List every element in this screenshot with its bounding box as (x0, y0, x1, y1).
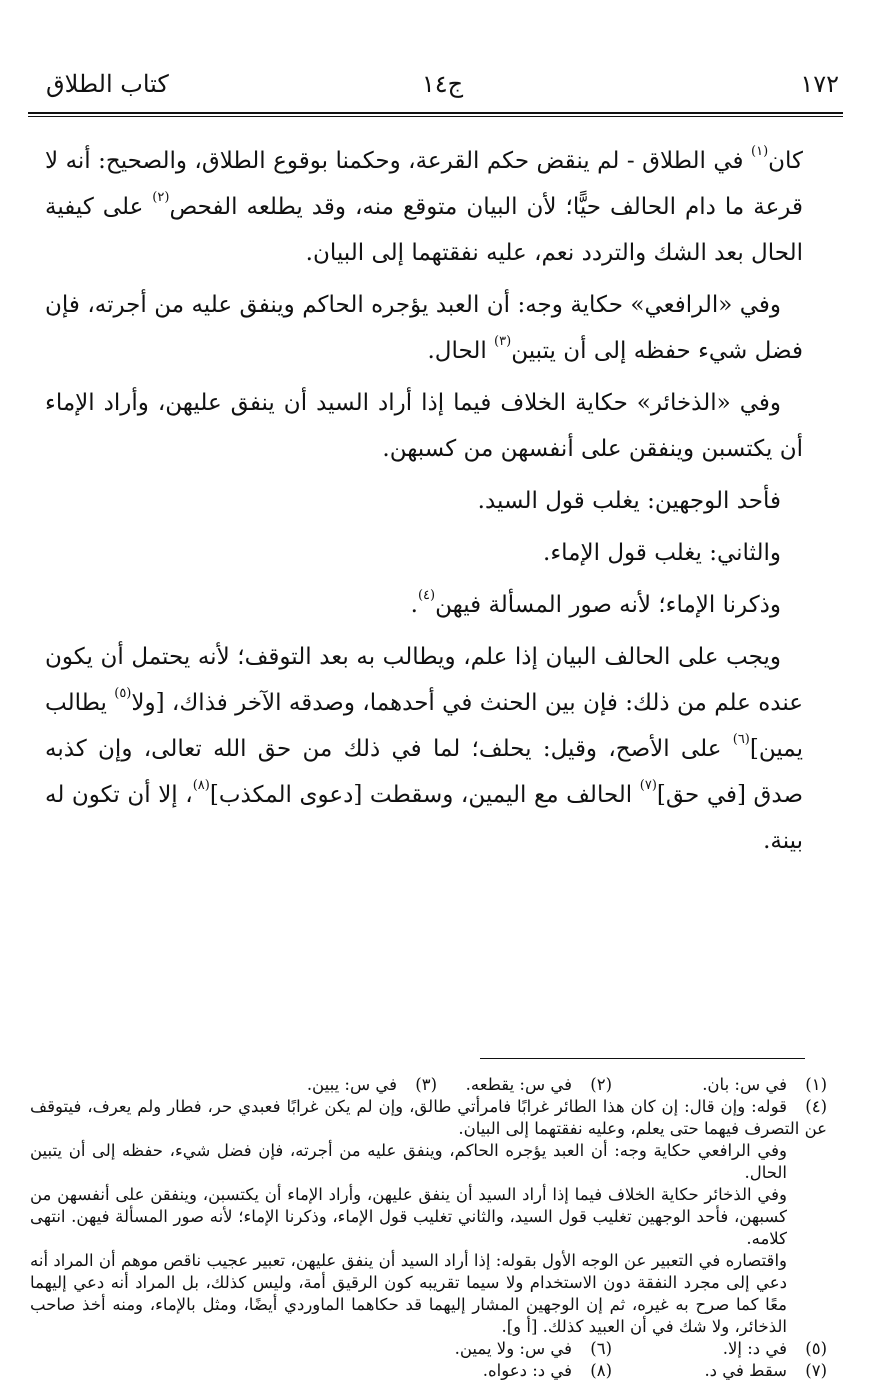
paragraph: وفي «الرافعي» حكاية وجه: أن العبد يؤجره الحاكم وينفق عليه من أجرته، فإن فضل شيء حفظه إلى أن يتبين$^{(٣)}$ الحال. (45, 292, 803, 364)
footnote-item: (١)في س: بان. (702, 1075, 827, 1094)
paragraph: كان$^{(١)}$ في الطلاق - لم ينقض حكم القرعة، وحكمنا بوقوع الطلاق، والصحيح: أنه لا قرعة ما دام الحالف حيًّا؛ لأن البيان متوقع منه، وقد يطلعه الفحص$^{(٢)}$ على كيفية الحال بعد الشك والتردد نعم، عليه نفقتهما إلى البيان. (45, 144, 803, 266)
main-text (45, 138, 803, 870)
footnote-row (30, 1074, 827, 1096)
running-header (40, 62, 845, 102)
book-title: كتاب الطلاق (46, 70, 169, 98)
footnote-separator (480, 1058, 805, 1059)
footnote-item: (٧)سقط في د. (704, 1361, 827, 1380)
paragraph: وفي «الذخائر» حكاية الخلاف فيما إذا أراد السيد أن ينفق عليهن، وأراد الإماء أن يكتسبن وينفقن على أنفسهن من كسبهن. (45, 390, 803, 462)
paragraph: ويجب على الحالف البيان إذا علم، ويطالب به بعد التوقف؛ لأنه يحتمل أن يكون عنده علم من ذلك: فإن بين الحنث في أحدهما، وصدقه الآخر فذاك، [ولا$^{(٥)}$ يطالب يمين]$^{(٦)}$ على الأصح، وقيل: يحلف؛ لما في ذلك من حق الله تعالى، وإن كذبه صدق [في حق]$^{(٧)}$ الحالف مع اليمين، وسقطت [دعوى المكذب]$^{(٨)}$، إلا أن تكون له بينة. (45, 644, 803, 854)
footnote-item: (٤)قوله: وإن قال: إن كان هذا الطائر غرابًا فامرأتي طالق، وإن لم يكن غرابًا فعبدي حر، فطار ولم يعرف، فيتوقف عن التصرف فيهما حتى يعلم، وعليه نفقتهما إلى البيان. وفي الرافعي حكاية وجه: أن العبد يؤجره الحاكم، وينفق عليه من أجرته، فإن فضل شيء، حفظه إلى أن يتبين الحال. وفي الذخائر حكاية الخلاف فيما إذا أراد السيد أن ينفق عليهن، وأراد الإماء أن يكتسبن، وينفقن على أنفسهن من كسبهن، فأحد الوجهين تغليب قول السيد، والثاني تغليب قول الإماء، وذكرنا الإماء؛ لأنه صور المسألة فيهن. انتهى كلامه. واقتصاره في التعبير عن الوجه الأول بقوله: إذا أراد السيد أن ينفق عليهن، تعبير عجيب ناقص موهم أن المراد أنه دعي إلى مجرد النفقة دون الاستخدام ولا سيما تقريبه كون الرقيق أمة، وليس كذلك، بل المراد أنه دعي إليهما معًا كما صرح به غيره، ثم إن الوجهين المشار إليهما قد حكاهما الماوردي أيضًا، ومثل بالإماء، ومنه أخذ صاحب الذخائر، ولا شك في أن العبيد كذلك. [أ و]. (30, 1097, 827, 1336)
footnote-item: (٣)في س: يبين. (306, 1075, 437, 1094)
footnote-ref[interactable]: (٤) (417, 588, 436, 604)
paragraph: والثاني: يغلب قول الإماء. (543, 540, 781, 566)
footnote-ref[interactable]: (٣) (494, 334, 512, 350)
footnote-row (30, 1338, 827, 1360)
footnotes (30, 1074, 827, 1382)
header-rule-thick (28, 112, 843, 114)
footnote-item: (٢)في س: يقطعه. (465, 1075, 612, 1094)
paragraph: فأحد الوجهين: يغلب قول السيد. (477, 488, 781, 514)
footnote-ref[interactable]: (٦) (732, 732, 750, 748)
footnote-item: (٨)في د: دعواه. (482, 1361, 612, 1380)
footnote-row (30, 1360, 827, 1382)
footnote-item: (٦)في س: ولا يمين. (454, 1339, 612, 1358)
footnote-item: (٥)في د: إلا. (722, 1339, 827, 1358)
header-rule-thin (28, 116, 843, 117)
footnote-ref[interactable]: (٥) (114, 686, 132, 702)
footnote-ref[interactable]: (٢) (152, 190, 170, 206)
volume-number: ج١٤ (421, 70, 464, 98)
footnote-ref[interactable]: (٨) (192, 778, 210, 794)
paragraph: وذكرنا الإماء؛ لأنه صور المسألة فيهن$^{(٤)}$. (410, 588, 781, 618)
footnote-ref[interactable]: (٧) (639, 778, 657, 794)
footnote-ref[interactable]: (١) (751, 144, 769, 160)
page-number: ١٧٢ (800, 70, 839, 98)
